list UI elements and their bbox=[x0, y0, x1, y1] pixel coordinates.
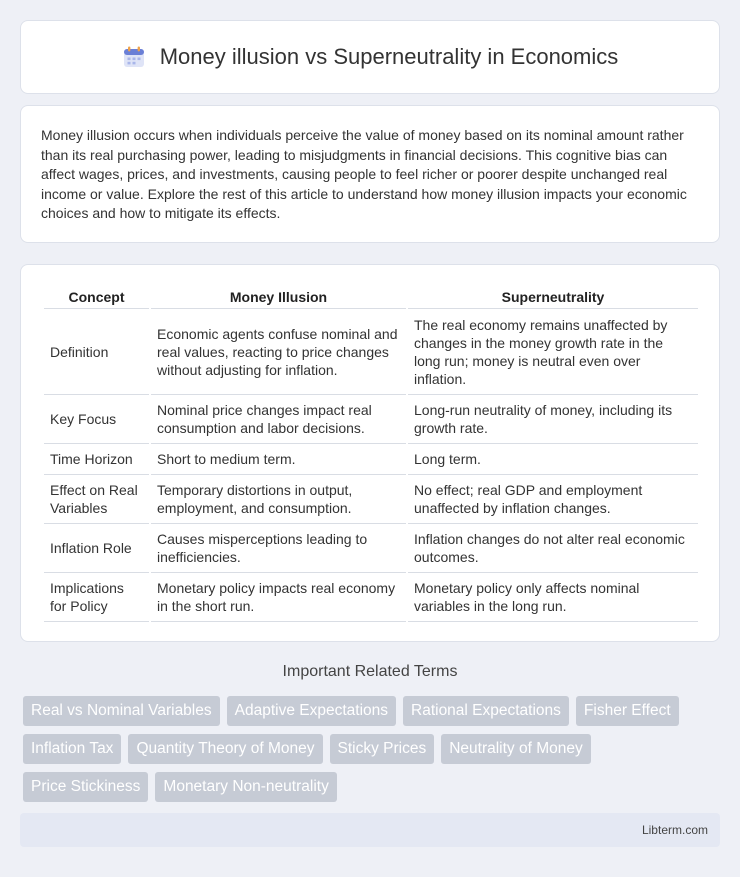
related-term-tag[interactable]: Fisher Effect bbox=[576, 696, 679, 726]
table-cell: Implications for Policy bbox=[44, 573, 149, 622]
table-row bbox=[44, 395, 698, 444]
related-term-tag[interactable]: Neutrality of Money bbox=[441, 734, 591, 764]
comparison-table-card bbox=[20, 264, 720, 642]
table-row bbox=[44, 475, 698, 524]
column-header: Superneutrality bbox=[408, 283, 698, 309]
title-wrap bbox=[122, 44, 619, 70]
table-header-row bbox=[44, 283, 698, 309]
column-header: Money Illusion bbox=[151, 283, 406, 309]
table-cell: Temporary distortions in output, employment, and consumption. bbox=[151, 475, 406, 524]
related-term-tag[interactable]: Quantity Theory of Money bbox=[128, 734, 322, 764]
table-cell: Economic agents confuse nominal and real values, reacting to price changes without adjusting for inflation. bbox=[151, 309, 406, 395]
table-cell: Key Focus bbox=[44, 395, 149, 444]
table-cell: The real economy remains unaffected by changes in the money growth rate in the long run; money is neutral even over inflation. bbox=[408, 309, 698, 395]
footer bbox=[20, 813, 720, 847]
table-cell: Causes misperceptions leading to inefficiencies. bbox=[151, 524, 406, 573]
intro-paragraph: Money illusion occurs when individuals perceive the value of money based on its nominal amount rather than its real purchasing power, leading to misjudgments in financial decisions. This cognitive bias can affect wages, prices, and investments, causing people to feel richer or poorer despite unchanged real income or value. Explore the rest of this article to understand how money illusion impacts your economic choices and how to mitigate its effects. bbox=[41, 127, 687, 221]
table-row bbox=[44, 573, 698, 622]
related-terms-list bbox=[23, 696, 723, 802]
table-cell: Definition bbox=[44, 309, 149, 395]
table-row bbox=[44, 524, 698, 573]
related-term-tag[interactable]: Rational Expectations bbox=[403, 696, 569, 726]
intro-card bbox=[20, 105, 720, 243]
table-cell: Long term. bbox=[408, 444, 698, 475]
related-term-tag[interactable]: Real vs Nominal Variables bbox=[23, 696, 220, 726]
table-cell: Inflation Role bbox=[44, 524, 149, 573]
table-cell: No effect; real GDP and employment unaffected by inflation changes. bbox=[408, 475, 698, 524]
table-cell: Inflation changes do not alter real economic outcomes. bbox=[408, 524, 698, 573]
table-cell: Long-run neutrality of money, including its growth rate. bbox=[408, 395, 698, 444]
table-cell: Nominal price changes impact real consumption and labor decisions. bbox=[151, 395, 406, 444]
footer-site-link[interactable]: Libterm.com bbox=[641, 823, 708, 837]
table-row bbox=[44, 309, 698, 395]
calendar-icon bbox=[122, 45, 146, 69]
table-cell: Effect on Real Variables bbox=[44, 475, 149, 524]
related-terms-title: Important Related Terms bbox=[282, 663, 458, 680]
table-cell: Monetary policy only affects nominal variables in the long run. bbox=[408, 573, 698, 622]
related-term-tag[interactable]: Price Stickiness bbox=[23, 772, 148, 802]
comparison-table bbox=[42, 283, 700, 622]
table-cell: Monetary policy impacts real economy in the short run. bbox=[151, 573, 406, 622]
related-term-tag[interactable]: Adaptive Expectations bbox=[227, 696, 396, 726]
page-title: Money illusion vs Superneutrality in Economics bbox=[159, 44, 619, 69]
table-row bbox=[44, 444, 698, 475]
table-cell: Time Horizon bbox=[44, 444, 149, 475]
related-term-tag[interactable]: Sticky Prices bbox=[330, 734, 435, 764]
header-card bbox=[20, 20, 720, 94]
table-cell: Short to medium term. bbox=[151, 444, 406, 475]
related-term-tag[interactable]: Inflation Tax bbox=[23, 734, 121, 764]
column-header: Concept bbox=[44, 283, 149, 309]
related-term-tag[interactable]: Monetary Non-neutrality bbox=[155, 772, 336, 802]
